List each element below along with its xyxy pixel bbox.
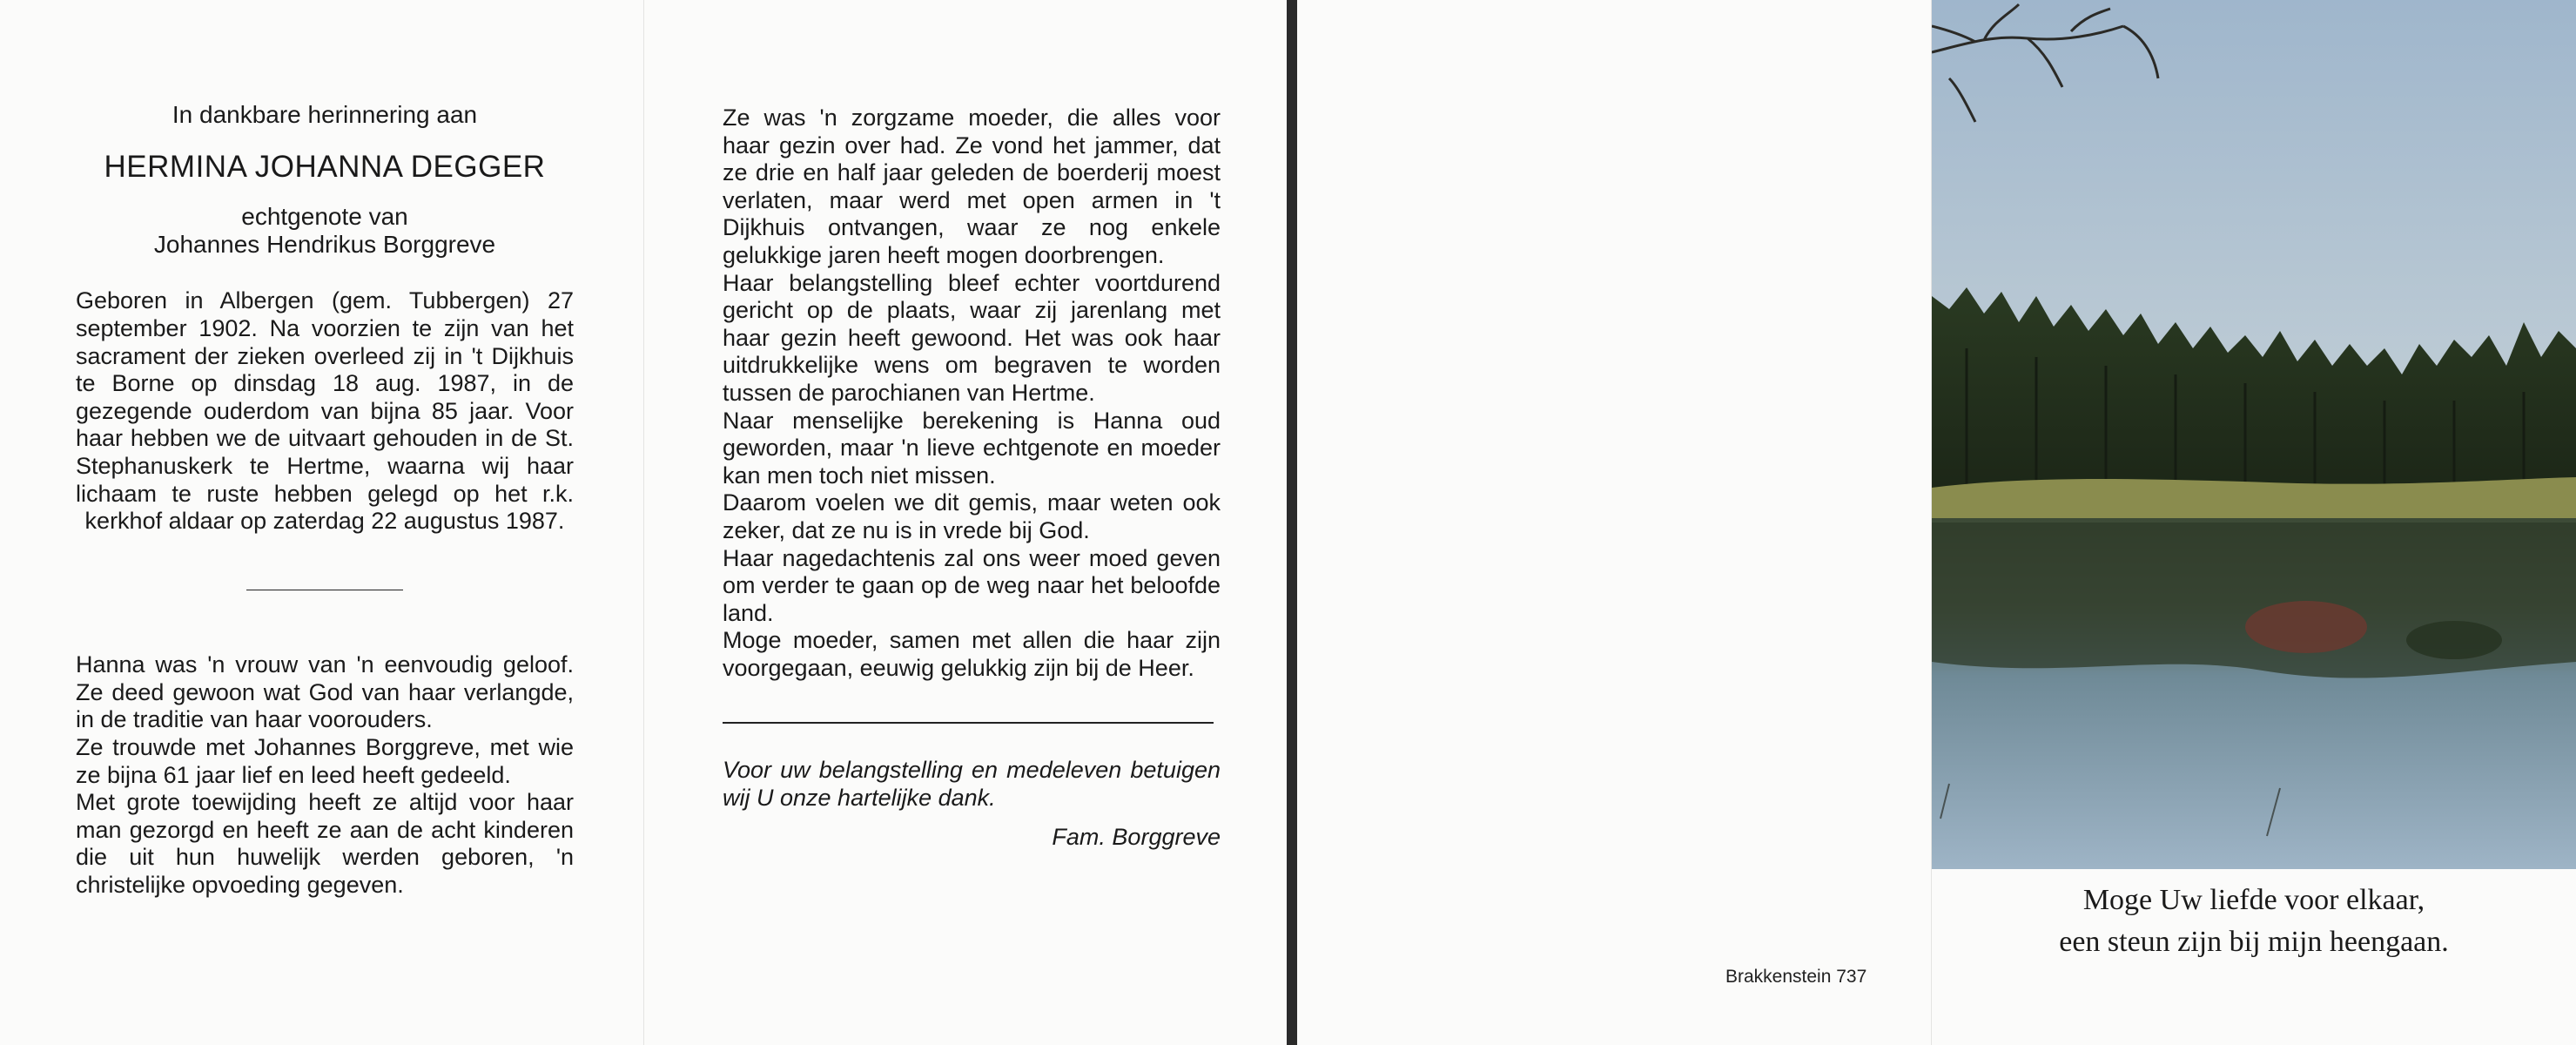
faith-paragraph: Hanna was 'n vrouw van 'n eenvoudig geloof. Ze deed gewoon wat God van haar verlangde, in de traditie van haar voorouders. — [76, 651, 574, 733]
interest-paragraph: Haar belangstelling bleef echter voortdurend gericht op de plaats, waar zij jarenlang met haar gezin heeft gewoond. Het was ook haar uitdrukkelijke wens om begraven te worden tussen de parochianen van Hertme. — [723, 269, 1221, 406]
thanks-text: Voor uw belangstelling en medeleven betuigen wij U onze hartelijke dank. — [723, 756, 1221, 811]
deceased-name: HERMINA JOHANNA DEGGER — [104, 149, 546, 184]
peace-paragraph: Daarom voelen we dit gemis, maar weten ook zeker, dat ze nu is in vrede bij God. — [723, 489, 1221, 543]
lake-forest-photo — [1932, 0, 2576, 869]
left-column — [76, 101, 574, 900]
inside-card — [0, 0, 1287, 1045]
blessing-paragraph: Moge moeder, samen met allen die haar zijn voorgegaan, eeuwig gelukkig zijn bij de Heer. — [723, 627, 1221, 681]
age-paragraph: Naar menselijke berekening is Hanna oud geworden, maar 'n lieve echtgenote en moeder kan men toch niet missen. — [723, 407, 1221, 489]
middle-column — [723, 104, 1221, 852]
thanks-divider — [723, 722, 1214, 724]
caption-line-1: Moge Uw liefde voor elkaar, — [2082, 884, 2425, 916]
publisher-code: Brakkenstein 737 — [1725, 967, 1867, 987]
memory-paragraph: Haar nagedachtenis zal ons weer moed geven om verder te gaan op de weg naar het beloofde land. — [723, 544, 1221, 626]
marriage-paragraph: Ze trouwde met Johannes Borggreve, met wie ze bijna 61 jaar lief en leed heeft gedeeld. — [76, 734, 574, 788]
spouse-name: Johannes Hendrikus Borggreve — [153, 230, 496, 258]
section-divider — [246, 590, 403, 591]
front-caption — [1932, 880, 2576, 963]
biography-paragraph: Geboren in Albergen (gem. Tubbergen) 27 september 1902. Na voorzien te zijn van het sacrament der zieken overleed zij in 't Dijkhuis te Borne op dinsdag 18 aug. 1987, in de gezegende ouderdom van bijna 85 jaar. Voor haar hebben we de uitvaart gehouden in de St. Stephanuskerk te Hertme, waarna wij haar lichaam te ruste hebben gelegd op het r.k. kerkhof aldaar op zaterdag 22 augustus 1987. — [76, 287, 574, 535]
spouse-label: echtgenote van — [241, 203, 408, 231]
fold-line — [643, 0, 644, 1045]
mother-paragraph: Ze was 'n zorgzame moeder, die alles voor haar gezin over had. Ze vond het jammer, dat ze drie en half jaar geleden de boerderij moest verlaten, maar werd met open armen in 't Dijkhuis ontvangen, waar ze nog enkele gelukkige jaren heeft mogen doorbrengen. — [723, 104, 1221, 268]
family-signature: Fam. Borggreve — [1052, 824, 1221, 851]
memorial-heading: In dankbare herinnering aan — [172, 101, 478, 128]
caption-line-2: een steun zijn bij mijn heengaan. — [2059, 926, 2449, 958]
children-paragraph: Met grote toewijding heeft ze altijd voor haar man gezorgd en heeft ze aan de acht kinderen die uit hun huwelijk werden geboren, 'n christelijke opvoeding gegeven. — [76, 789, 574, 898]
